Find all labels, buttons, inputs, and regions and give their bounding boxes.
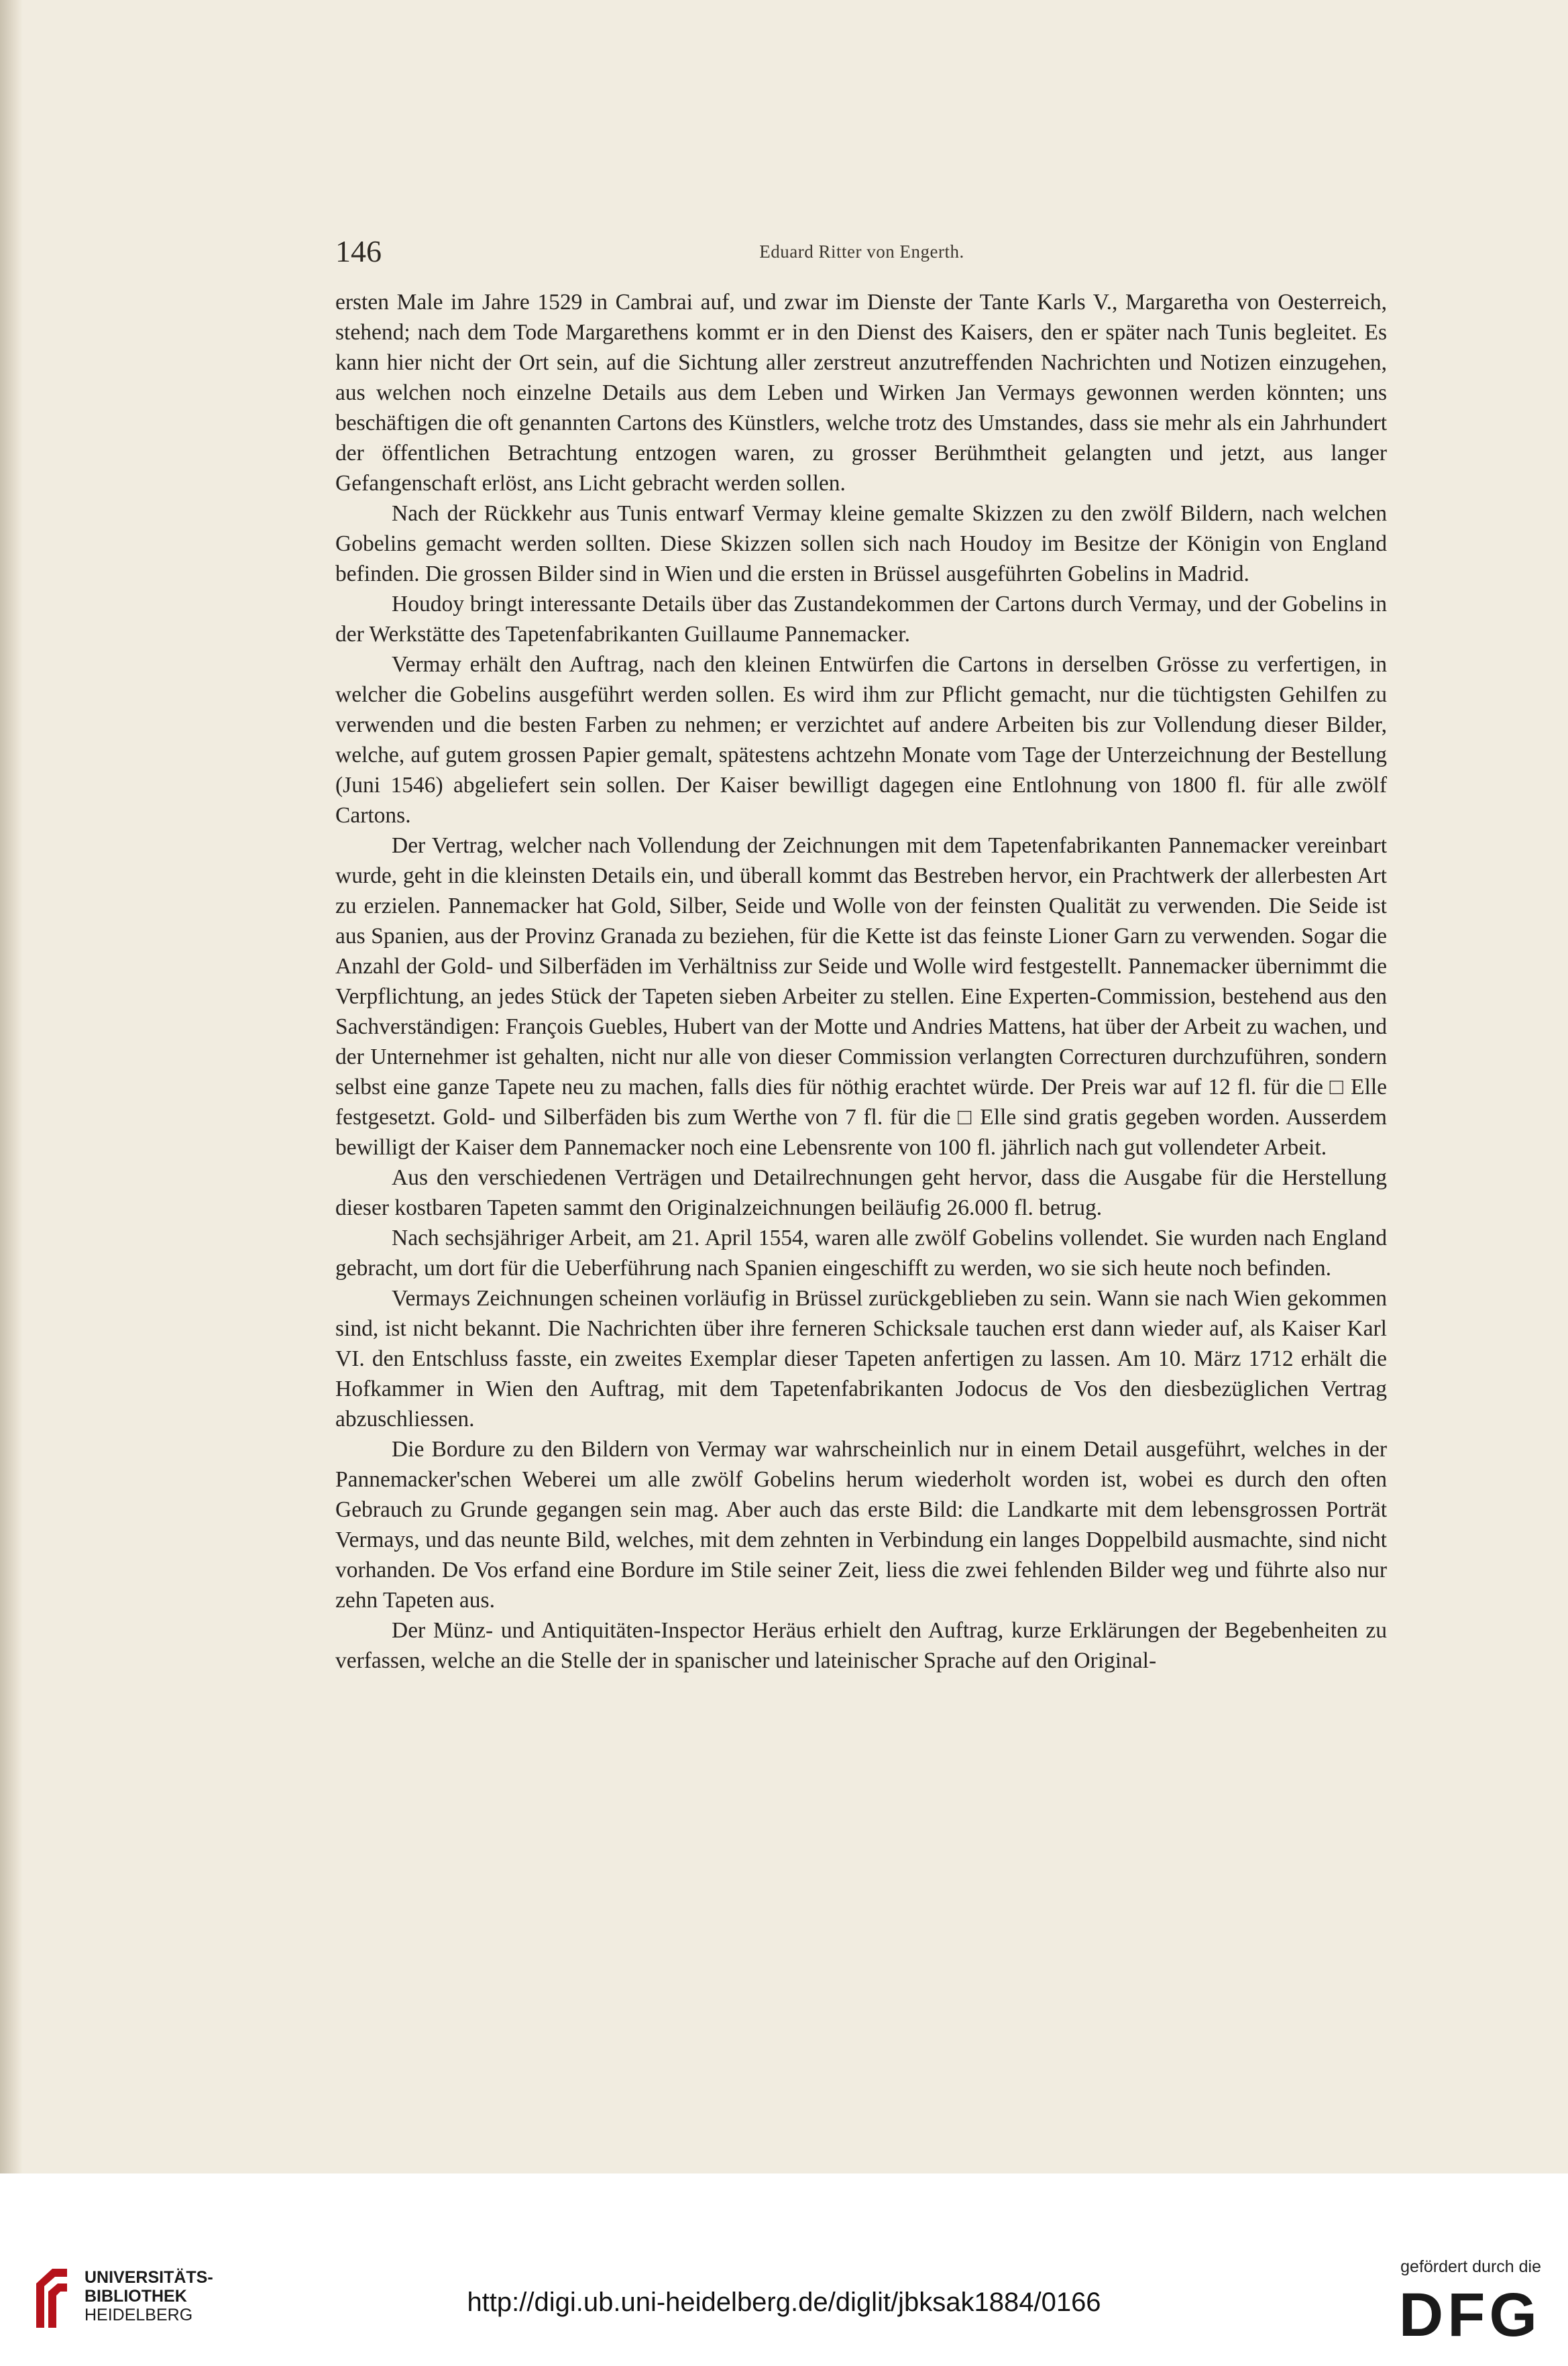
paragraph: Vermay erhält den Auftrag, nach den kleinen Entwürfen die Cartons in derselben Grösse zu verfertigen, in welcher die Gobelins ausgeführt werden sollen. Es wird ihm zur Pflicht gemacht, nur die tüchtigsten Gehilfen zu verwenden und die besten Farben zu nehmen; er verzichtet auf andere Arbeiten bis zur Vollendung dieser Bilder, welche, auf gutem grossen Papier gemalt, spätestens achtzehn Monate vom Tage der Unterzeichnung der Bestellung (Juni 1546) abgeliefert sein sollen. Der Kaiser bewilligt dagegen eine Entlohnung von 1800 fl. für alle zwölf Cartons.	[335, 652, 1387, 828]
library-name-line: BIBLIOTHEK	[85, 2287, 187, 2306]
library-name-line: UNIVERSITÄTS-	[85, 2268, 213, 2287]
paragraph: Nach der Rückkehr aus Tunis entwarf Vermay kleine gemalte Skizzen zu den zwölf Bildern, nach welchen Gobelins gemacht werden sollten. Diese Skizzen sollen sich nach Houdoy im Besitze der Königin von England befinden. Die grossen Bilder sind in Wien und die ersten in Brüssel ausgeführten Gobelins in Madrid.	[335, 501, 1387, 586]
running-head	[335, 228, 1388, 275]
page-spine-shadow	[0, 0, 23, 2173]
paragraph: Vermays Zeichnungen scheinen vorläufig in Brüssel zurückgeblieben zu sein. Wann sie nach Wien gekommen sind, ist nicht bekannt. Die Nachrichten über ihre ferneren Schicksale tauchen erst dann wieder auf, als Kaiser Karl VI. den Entschluss fasste, ein zweites Exemplar dieser Tapeten anfertigen zu lassen. Am 10. März 1712 erhält die Hofkammer in Wien den Auftrag, mit dem Tapetenfabrikanten Jodocus de Vos den diesbezüglichen Vertrag abzuschliessen.	[335, 1286, 1387, 1432]
running-title: Eduard Ritter von Engerth.	[759, 241, 964, 262]
digitization-footer	[0, 2173, 1568, 2366]
body-text	[335, 287, 1387, 1676]
dfg-logo[interactable]: DFG	[1398, 2281, 1541, 2349]
funded-by-label: gefördert durch die	[1400, 2257, 1541, 2276]
paragraph: Die Bordure zu den Bildern von Vermay war wahrscheinlich nur in einem Detail ausgeführt, welches in der Pannemacker'schen Weberei um alle zwölf Gobelins herum wiederholt worden ist, wobei es durch den often Gebrauch zu Grunde gegangen sein mag. Aber auch das erste Bild: die Landkarte mit dem lebensgrossen Porträt Vermays, und das neunte Bild, welches, mit dem zehnten in Verbindung ein langes Doppelbild ausmachte, sind nicht vorhanden. De Vos erfand eine Bordure im Stile seiner Zeit, liess die zwei fehlenden Bilder weg und führte also nur zehn Tapeten aus.	[335, 1437, 1387, 1613]
paragraph: ersten Male im Jahre 1529 in Cambrai auf, und zwar im Dienste der Tante Karls V., Margaretha von Oesterreich, stehend; nach dem Tode Margarethens kommt er in den Dienst des Kaisers, den er später nach Tunis begleitet. Es kann hier nicht der Ort sein, auf die Sichtung aller zerstreut anzutreffenden Nachrichten und Notizen einzugehen, aus welchen noch einzelne Details aus dem Leben und Wirken Jan Vermays gewonnen werden könnten; uns beschäftigen die oft genannten Cartons des Künstlers, welche trotz des Umstandes, dass sie mehr als ein Jahrhundert der öffentlichen Betrachtung entzogen waren, zu grosser Berühmtheit gelangten und jetzt, aus langer Gefangenschaft erlöst, ans Licht gebracht werden sollen.	[335, 290, 1387, 496]
paragraph: Der Münz- und Antiquitäten-Inspector Heräus erhielt den Auftrag, kurze Erklärungen der Begebenheiten zu verfassen, welche an die Stelle der in spanischer und lateinischer Sprache auf den Original-	[335, 1618, 1387, 1673]
paragraph: Nach sechsjähriger Arbeit, am 21. April 1554, waren alle zwölf Gobelins vollendet. Sie wurden nach England gebracht, um dort für die Ueberführung nach Spanien eingeschifft zu werden, wo sie sich heute noch befinden.	[335, 1226, 1387, 1281]
permalink-url[interactable]: http://digi.ub.uni-heidelberg.de/diglit/jbksak1884/0166	[467, 2288, 1101, 2317]
library-name-line: HEIDELBERG	[85, 2306, 193, 2324]
paragraph: Aus den verschiedenen Verträgen und Detailrechnungen geht hervor, dass die Ausgabe für die Herstellung dieser kostbaren Tapeten sammt den Originalzeichnungen beiläufig 26.000 fl. betrug.	[335, 1165, 1387, 1220]
paragraph: Houdoy bringt interessante Details über das Zustandekommen der Cartons durch Vermay, und der Gobelins in der Werkstätte des Tapetenfabrikanten Guillaume Pannemacker.	[335, 592, 1387, 647]
paragraph: Der Vertrag, welcher nach Vollendung der Zeichnungen mit dem Tapetenfabrikanten Pannemacker vereinbart wurde, geht in die kleinsten Details ein, und überall kommt das Bestreben hervor, ein Prachtwerk der allerbesten Art zu erzielen. Pannemacker hat Gold, Silber, Seide und Wolle von der feinsten Qualität zu verwenden. Die Seide ist aus Spanien, aus der Provinz Granada zu beziehen, für die Kette ist das feinste Lioner Garn zu verwenden. Sogar die Anzahl der Gold- und Silberfäden im Verhältniss zur Seide und Wolle wird festgestellt. Pannemacker übernimmt die Verpflichtung, an jedes Stück der Tapeten sieben Arbeiter zu stellen. Eine Experten-Commission, bestehend aus den Sachverständigen: François Guebles, Hubert van der Motte und Andries Mattens, hat über der Arbeit zu wachen, und der Unternehmer ist gehalten, nicht nur alle von dieser Commission verlangten Correcturen durchzuführen, sondern selbst eine ganze Tapete neu zu machen, falls dies für nöthig erachtet würde. Der Preis war auf 12 fl. für die □ Elle festgesetzt. Gold- und Silberfäden bis zum Werthe von 7 fl. für die □ Elle sind gratis gegeben worden. Ausserdem bewilligt der Kaiser dem Pannemacker noch eine Lebensrente von 100 fl. jährlich nach gut vollendeter Arbeit.	[335, 833, 1387, 1160]
page-number: 146	[335, 234, 382, 268]
